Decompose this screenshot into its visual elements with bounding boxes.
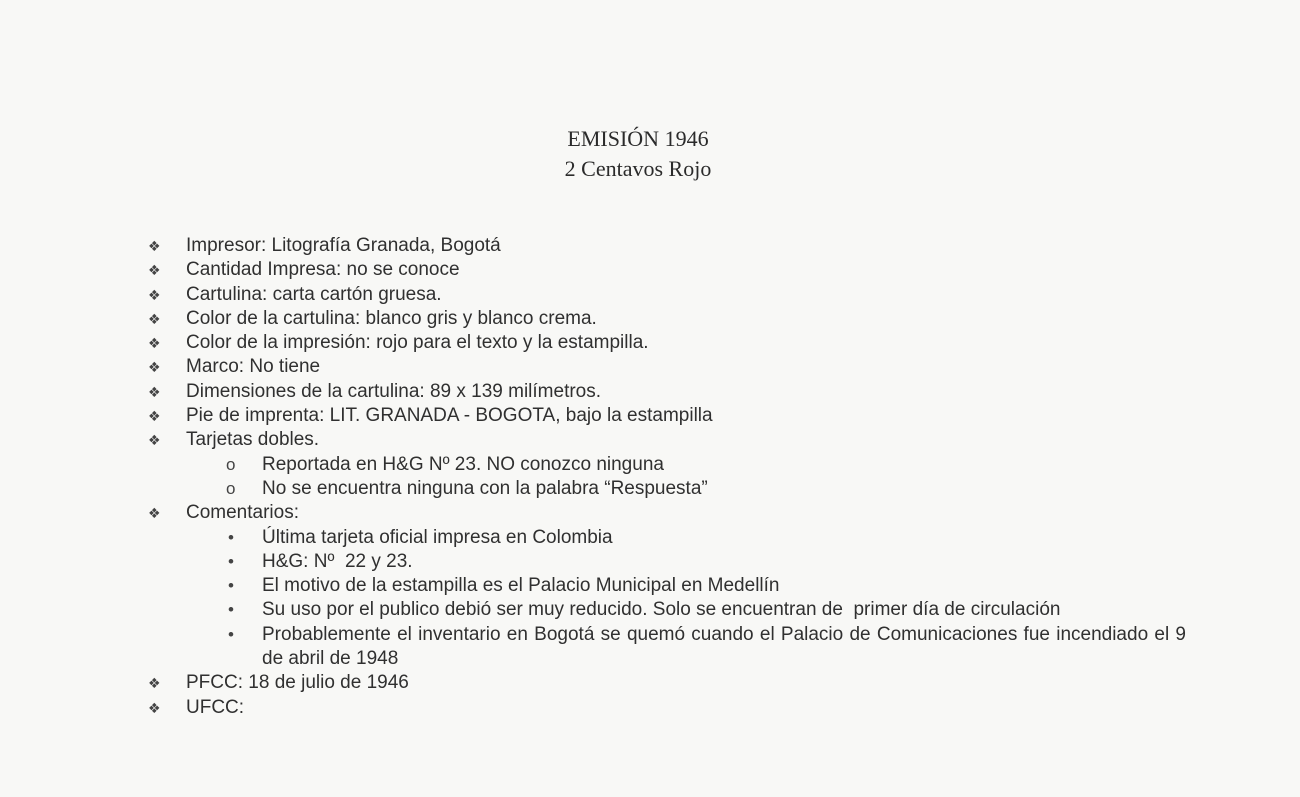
list-item <box>146 671 1186 695</box>
list-item <box>146 234 1186 258</box>
diamond-bullet-icon: ❖ <box>148 675 161 692</box>
diamond-bullet-icon: ❖ <box>148 335 161 352</box>
diamond-bullet-icon: ❖ <box>148 310 161 327</box>
item-impresor: Impresor: Litografía Granada, Bogotá <box>186 235 501 256</box>
item-comentarios: Comentarios: <box>186 502 299 524</box>
item-color-impresion: Color de la impresión: rojo para el texto y la estampilla. <box>186 332 649 354</box>
comentario-item: Probablemente el inventario en Bogotá se quemó cuando el Palacio de Comunicaciones fue incendiado el 9 de abril de 1948 <box>262 623 1186 670</box>
dot-bullet-icon: • <box>228 600 234 620</box>
list-item <box>146 428 1186 452</box>
diamond-bullet-icon: ❖ <box>148 505 161 522</box>
diamond-bullet-icon: ❖ <box>148 432 161 449</box>
dot-bullet-icon: • <box>228 527 234 547</box>
dot-bullet-icon: • <box>228 624 234 644</box>
circle-bullet-icon: o <box>226 478 236 498</box>
diamond-bullet-icon: ❖ <box>148 408 161 425</box>
diamond-bullet-icon: ❖ <box>148 359 161 376</box>
diamond-bullet-icon: ❖ <box>148 699 161 716</box>
document-subtitle: 2 Centavos Rojo <box>564 156 712 181</box>
comentario-item: Su uso por el publico debió ser muy reducido. Solo se encuentran de primer día de circulación <box>262 599 1061 621</box>
comentario-item: El motivo de la estampilla es el Palacio Municipal en Medellín <box>262 575 780 597</box>
list-item <box>146 283 1186 307</box>
item-pie-imprenta: Pie de imprenta: LIT. GRANADA - BOGOTA, bajo la estampilla <box>186 405 713 427</box>
dot-bullet-icon: • <box>228 576 234 596</box>
comentario-item: Última tarjeta oficial impresa en Colombia <box>262 526 613 548</box>
diamond-bullet-icon: ❖ <box>148 238 161 254</box>
sub-list-item <box>146 453 1186 477</box>
item-marco: Marco: No tiene <box>186 356 321 378</box>
list-item <box>146 696 1186 720</box>
item-pfcc: PFCC: 18 de julio de 1946 <box>186 672 409 694</box>
circle-bullet-icon: o <box>226 454 236 474</box>
item-color-cartulina: Color de la cartulina: blanco gris y blanco crema. <box>186 307 597 329</box>
specification-list <box>146 234 1186 720</box>
sub-list-item <box>146 477 1186 501</box>
sub-list-item <box>146 550 1186 574</box>
list-item <box>146 331 1186 355</box>
diamond-bullet-icon: ❖ <box>148 262 161 279</box>
item-tarjetas-dobles: Tarjetas dobles. <box>186 429 320 451</box>
tarjetas-sub-item: No se encuentra ninguna con la palabra “Respuesta” <box>262 477 708 499</box>
item-cantidad: Cantidad Impresa: no se conoce <box>186 259 460 281</box>
sub-list-item <box>146 526 1186 550</box>
list-item <box>146 380 1186 404</box>
document-title: EMISIÓN 1946 <box>567 126 709 151</box>
list-item <box>146 307 1186 331</box>
sub-list-item <box>146 623 1186 672</box>
sub-list-item <box>146 598 1186 622</box>
item-cartulina: Cartulina: carta cartón gruesa. <box>186 283 442 305</box>
diamond-bullet-icon: ❖ <box>148 286 161 303</box>
list-item <box>146 404 1186 428</box>
document-header <box>0 124 1276 184</box>
dot-bullet-icon: • <box>228 551 234 571</box>
item-ufcc: UFCC: <box>186 696 245 718</box>
tarjetas-sub-item: Reportada en H&G Nº 23. NO conozco ninguna <box>262 453 664 475</box>
diamond-bullet-icon: ❖ <box>148 383 161 400</box>
item-dimensiones: Dimensiones de la cartulina: 89 x 139 milímetros. <box>186 380 602 402</box>
list-item <box>146 501 1186 525</box>
list-item <box>146 355 1186 379</box>
sub-list-item <box>146 574 1186 598</box>
comentario-item: H&G: Nº 22 y 23. <box>262 550 413 572</box>
list-item <box>146 258 1186 282</box>
